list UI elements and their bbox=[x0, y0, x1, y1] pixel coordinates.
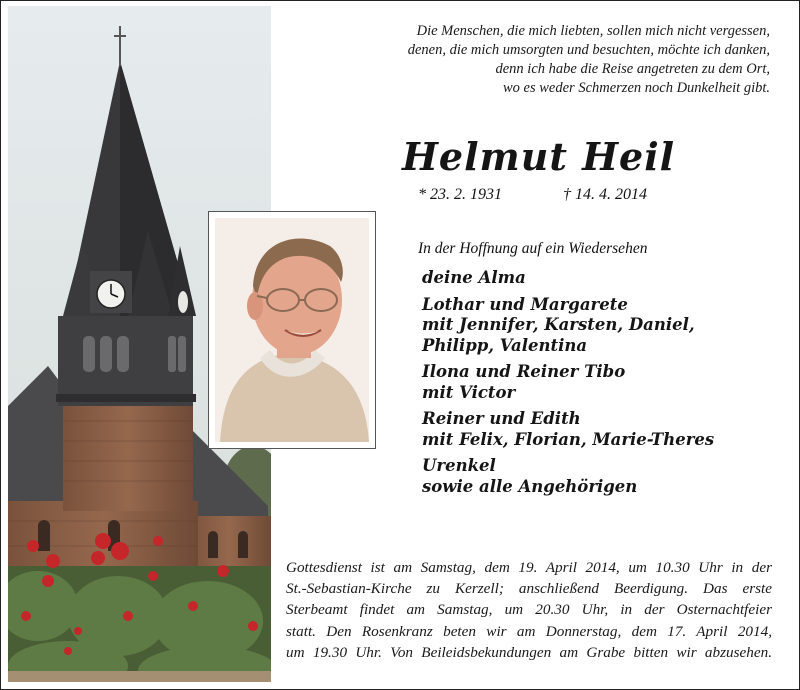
poem-line: Die Menschen, die mich liebten, sollen mich nicht vergessen, bbox=[416, 23, 770, 39]
poem-line: denn ich habe die Reise angetreten zu dem Ort, bbox=[495, 61, 770, 77]
service-line: um 19.30 Uhr. Von Beileidsbekundungen am Grabe bitten wir abzusehen. bbox=[286, 643, 772, 661]
mourner-group bbox=[422, 362, 782, 403]
service-info bbox=[286, 557, 772, 663]
poem-line: wo es weder Schmerzen noch Dunkelheit gibt. bbox=[503, 80, 770, 96]
mourner-line: Philipp, Valentina bbox=[422, 335, 588, 355]
mourner-line: Lothar und Margarete bbox=[422, 294, 628, 314]
deceased-name: Helmut Heil bbox=[402, 134, 676, 179]
mourner-group bbox=[422, 456, 782, 497]
portrait-photo bbox=[208, 211, 376, 449]
mourner-line: deine Alma bbox=[422, 268, 526, 287]
mourner-line: Urenkel bbox=[422, 456, 496, 475]
mourning-intro: In der Hoffnung auf ein Wiedersehen bbox=[418, 240, 648, 257]
service-line: St.-Sebastian-Kirche zu Kerzell; anschließend Beerdigung. Das erste bbox=[286, 580, 772, 598]
mourner-line: mit Jennifer, Karsten, Daniel, bbox=[422, 315, 695, 334]
service-line: statt. Den Rosenkranz beten wir am Donnerstag, dem 17. April 2014, bbox=[286, 622, 772, 640]
mourner-line: mit Felix, Florian, Marie-Theres bbox=[422, 429, 715, 449]
service-line: Sterbeamt findet am Samstag, um 20.30 Uhr, in der Osternachtfeier bbox=[286, 601, 772, 619]
mourner-group bbox=[422, 409, 782, 450]
portrait-illustration bbox=[215, 218, 369, 442]
mourner-line: Reiner und Edith bbox=[422, 409, 581, 428]
birth-date: * 23. 2. 1931 bbox=[418, 186, 502, 203]
mourner-group bbox=[422, 295, 782, 357]
poem-line: denen, die mich umsorgten und besuchten, möchte ich danken, bbox=[407, 42, 770, 58]
mourner-line: Ilona und Reiner Tibo bbox=[422, 362, 626, 381]
death-date: † 14. 4. 2014 bbox=[563, 186, 647, 203]
mourners-list bbox=[422, 268, 782, 503]
mourner-line: sowie alle Angehörigen bbox=[422, 476, 638, 496]
service-line: Gottesdienst ist am Samstag, dem 19. April 2014, um 10.30 Uhr in der bbox=[286, 559, 772, 576]
poem bbox=[290, 22, 770, 98]
mourner-line: mit Victor bbox=[422, 382, 516, 402]
mourner-group bbox=[422, 268, 782, 289]
